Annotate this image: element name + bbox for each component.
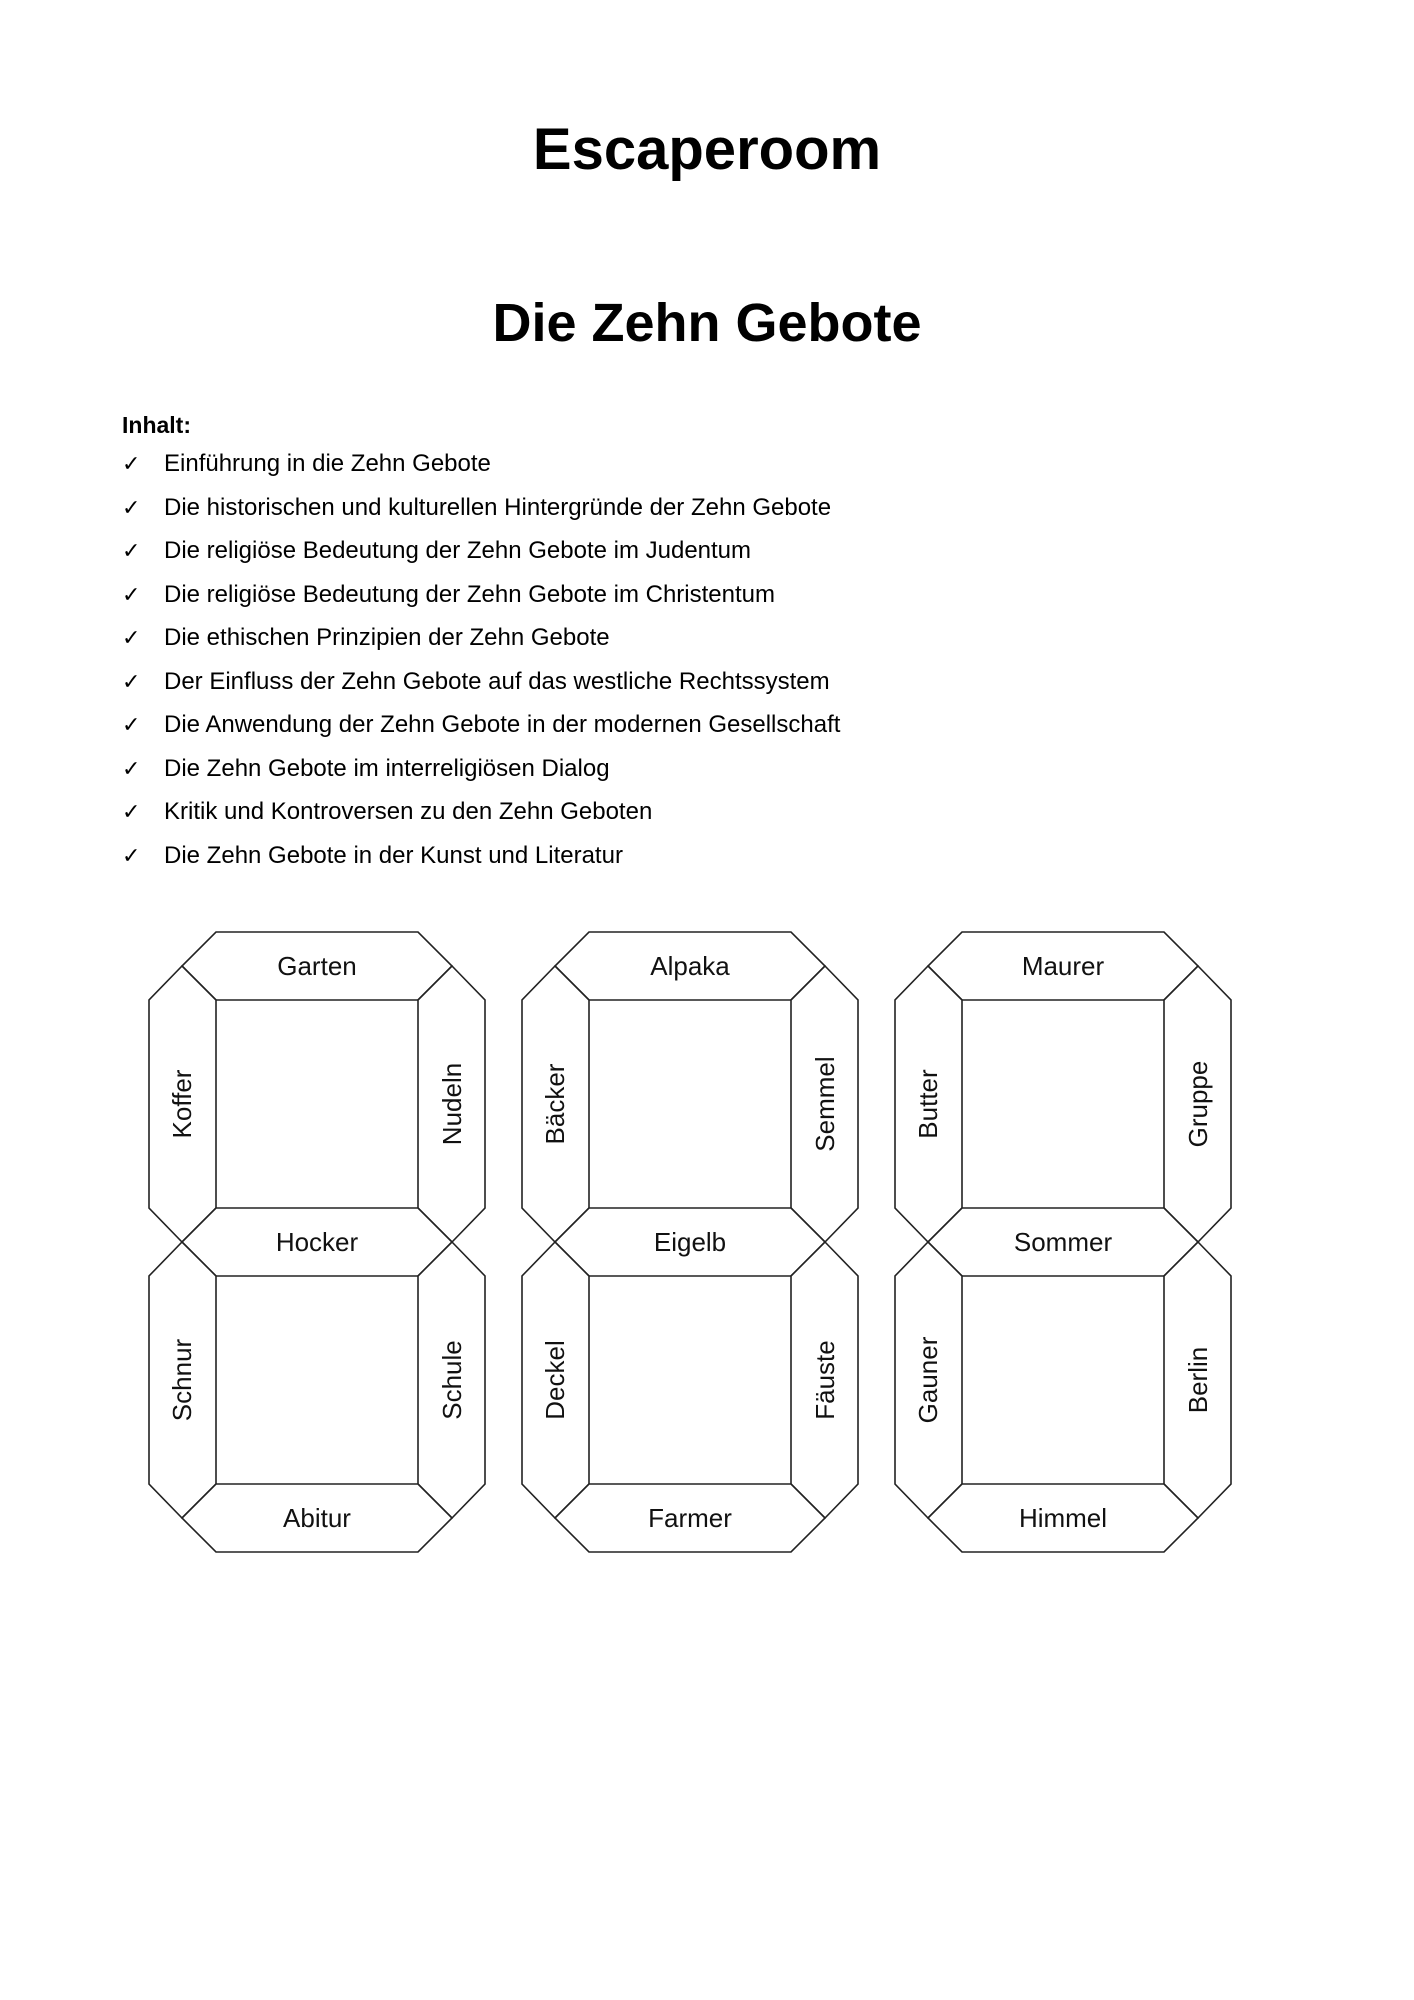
segment-upper-right: [418, 966, 485, 1242]
check-icon: ✓: [122, 581, 141, 607]
contents-item-label: Die ethischen Prinzipien der Zehn Gebote: [164, 624, 610, 651]
segment-bottom: [182, 1484, 452, 1552]
check-icon: ✓: [122, 451, 141, 476]
segment-word: Hocker: [275, 1227, 359, 1257]
page-subtitle: Die Zehn Gebote: [492, 293, 922, 353]
contents-item: [122, 486, 1322, 530]
segment-top: [555, 932, 825, 1000]
segment-word: Farmer: [648, 1503, 732, 1533]
segment-word: Schnur: [167, 1338, 197, 1422]
check-icon: ✓: [122, 755, 141, 781]
segment-lower-right: [791, 1242, 858, 1518]
digit-puzzle-1: [147, 930, 487, 1554]
contents-item-label: Die religiöse Bedeutung der Zehn Gebote im Christentum: [164, 580, 775, 608]
segment-middle: [182, 1208, 452, 1276]
segment-top: [182, 932, 452, 1000]
segment-word: Nudeln: [437, 1062, 467, 1146]
segment-word: Butter: [913, 1069, 943, 1139]
segment-word: Alpaka: [650, 951, 730, 981]
segment-lower-right: [1164, 1242, 1231, 1518]
segment-lower-right: [418, 1242, 485, 1518]
contents-item: [122, 703, 1322, 747]
segment-word: Deckel: [540, 1340, 570, 1420]
check-icon: ✓: [122, 799, 141, 824]
check-icon: ✓: [122, 625, 141, 650]
segment-middle: [555, 1208, 825, 1276]
segment-lower-left: [522, 1242, 589, 1518]
contents-item-label: Die Anwendung der Zehn Gebote in der modernen Gesellschaft: [164, 711, 841, 738]
contents-item: [122, 573, 1322, 617]
segment-middle: [928, 1208, 1198, 1276]
segment-word: Garten: [277, 951, 357, 981]
segment-word: Koffer: [167, 1069, 197, 1139]
page-title: Escaperoom: [532, 117, 882, 182]
contents-item-label: Die Zehn Gebote im interreligiösen Dialog: [164, 754, 610, 782]
segment-upper-left: [522, 966, 589, 1242]
contents-item: [122, 616, 1322, 660]
contents-item-label: Einführung in die Zehn Gebote: [164, 450, 491, 477]
check-icon: ✓: [122, 538, 141, 563]
contents-list: [122, 442, 1322, 877]
segment-upper-right: [1164, 966, 1231, 1242]
contents-item: [122, 790, 1322, 834]
contents-item: [122, 834, 1322, 878]
contents-item: [122, 660, 1322, 704]
check-icon: ✓: [122, 712, 141, 737]
segment-word: Fäuste: [810, 1340, 840, 1420]
segment-word: Gauner: [913, 1336, 943, 1424]
segment-word: Semmel: [810, 1056, 840, 1152]
segment-word: Maurer: [1021, 951, 1105, 981]
contents-item: [122, 747, 1322, 791]
contents-heading: Inhalt:: [122, 412, 191, 438]
segment-bottom: [555, 1484, 825, 1552]
digit-puzzle-3: [893, 930, 1233, 1554]
segment-word: Abitur: [283, 1503, 351, 1533]
contents-item-label: Kritik und Kontroversen zu den Zehn Geboten: [164, 798, 653, 825]
contents-item: [122, 442, 1322, 486]
segment-word: Bäcker: [540, 1063, 570, 1145]
contents-item-label: Die Zehn Gebote in der Kunst und Literatur: [164, 841, 623, 869]
segment-upper-left: [149, 966, 216, 1242]
segment-bottom: [928, 1484, 1198, 1552]
digit-puzzle-2: [520, 930, 860, 1554]
contents-item-label: Die historischen und kulturellen Hintergründe der Zehn Gebote: [164, 493, 832, 521]
segment-word: Eigelb: [653, 1227, 727, 1257]
segment-top: [928, 932, 1198, 1000]
contents-section: [122, 408, 1322, 877]
check-icon: ✓: [122, 842, 141, 868]
segment-upper-left: [895, 966, 962, 1242]
segment-word: Sommer: [1013, 1227, 1113, 1257]
segment-word: Berlin: [1183, 1346, 1213, 1414]
segment-lower-left: [895, 1242, 962, 1518]
segment-lower-left: [149, 1242, 216, 1518]
segment-word: Gruppe: [1183, 1060, 1213, 1148]
segment-upper-right: [791, 966, 858, 1242]
segment-word: Schule: [437, 1340, 467, 1420]
segment-word: Himmel: [1018, 1503, 1108, 1533]
check-icon: ✓: [122, 668, 141, 694]
check-icon: ✓: [122, 494, 141, 520]
contents-item-label: Der Einfluss der Zehn Gebote auf das westliche Rechtssystem: [164, 667, 830, 695]
contents-item: [122, 529, 1322, 573]
contents-item-label: Die religiöse Bedeutung der Zehn Gebote im Judentum: [164, 537, 752, 564]
